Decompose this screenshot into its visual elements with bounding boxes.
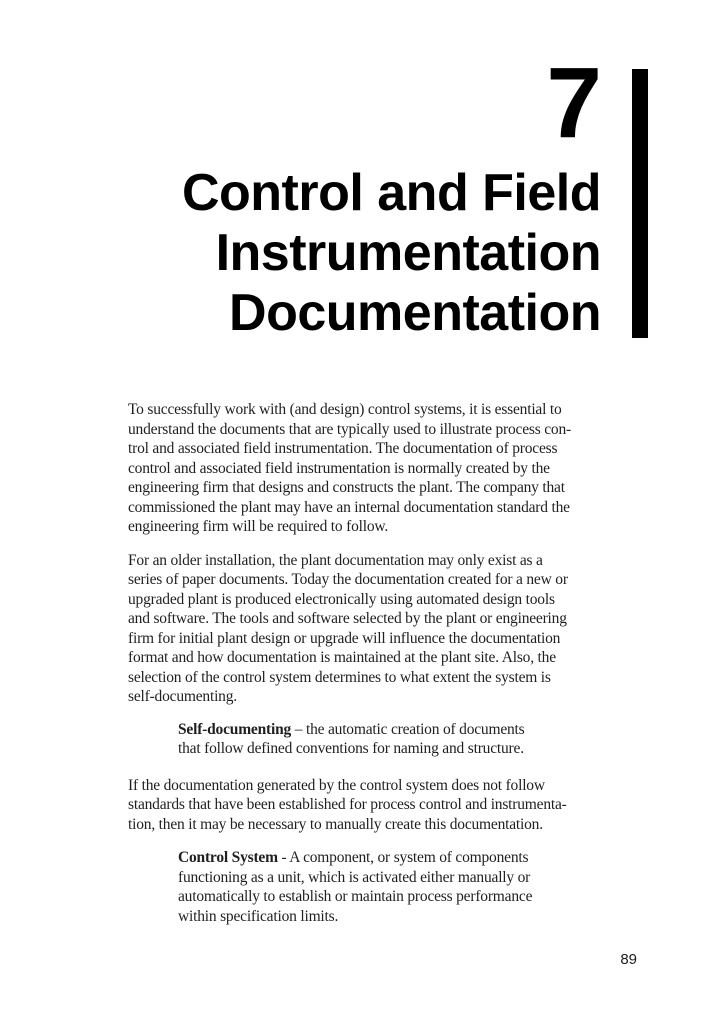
definition-first-line: [178, 720, 643, 740]
definition-text: - A component, or system of components: [277, 849, 529, 866]
definition-text-lines: functioning as a unit, which is activated either manually or automatically to establish or maintain process performance within specification limits.: [178, 868, 533, 925]
paragraph-older-installation: For an older installation, the plant documentation may only exist as a series of paper documents. Today the documentation created for a new or upgraded plant is produced electronically using automated design tools and software. The tools and software selected by the plant or engineering firm for initial plant design or upgrade will influence the documentation format and how documentation is maintained at the plant site. Also, the selection of the control system determines to what extent the system is self-documenting.: [128, 551, 568, 705]
body-text: [128, 400, 643, 926]
definition-text-lines: that follow defined conventions for naming and structure.: [178, 740, 524, 757]
chapter-number: 7: [546, 47, 601, 159]
chapter-divider-bar: [632, 69, 648, 338]
definition-term: Self-documenting: [178, 720, 292, 738]
definition-text: – the automatic creation of documents: [291, 720, 525, 738]
paragraph-intro: To successfully work with (and design) control systems, it is essential to understand the documents that are typically used to illustrate process con- trol and associated field instrumentation. The documentation of process control and associated field instrumentation is normally created by the engineering firm that designs and constructs the plant. The company that commissioned the plant may have an internal documentation standard the engineering firm will be required to follow.: [128, 401, 571, 535]
definition-term: Control System: [178, 849, 278, 866]
paragraph-standards: If the documentation generated by the control system does not follow standards that have been established for process control and instrumenta- tion, then it may be necessary to manually create this documentation.: [128, 776, 567, 833]
page-number: 89: [620, 951, 637, 968]
definition-first-line: [178, 848, 643, 868]
chapter-title: Control and Field Instrumentation Documentation: [181, 164, 601, 342]
definition-control-system: [128, 848, 643, 926]
chapter-header: [181, 47, 601, 343]
definition-self-documenting: [128, 720, 643, 759]
